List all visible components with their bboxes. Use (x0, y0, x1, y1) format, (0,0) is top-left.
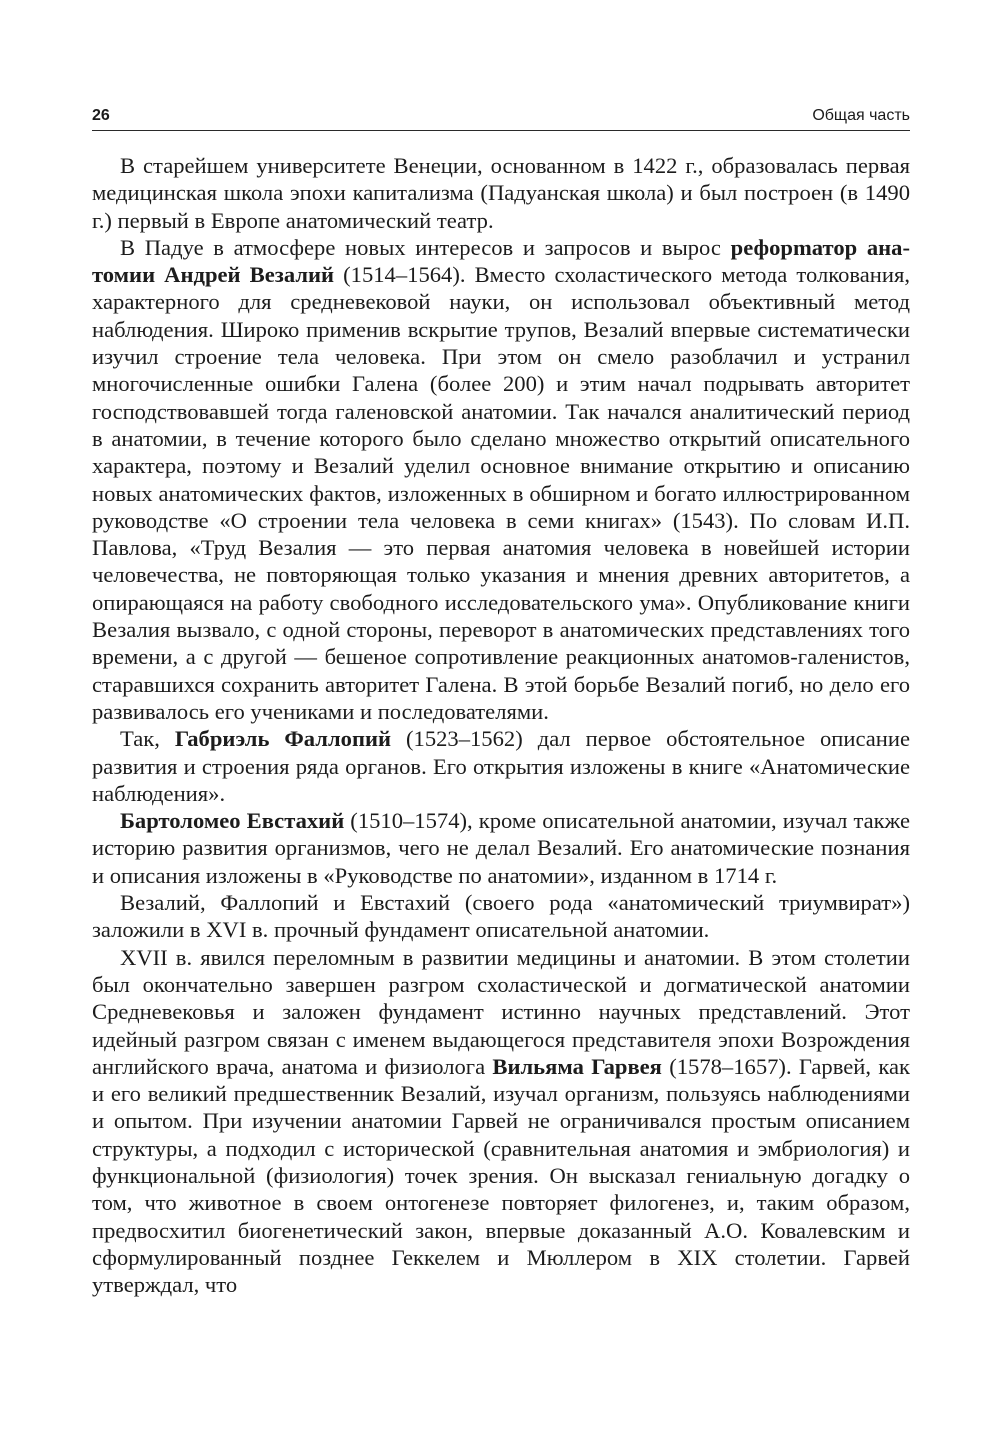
paragraph-text: В Падуе в атмосфере новых интересов и запросов и вырос (120, 234, 731, 260)
paragraph-text: (1510–1574), кроме описательной анатомии, изучал также историю развития организмов, чего не делал Везалий. Его анатомические познания и описания изложены в «Руководстве по анатомии», изданном в 1714 г. (92, 808, 910, 888)
paragraph-eustachius (92, 807, 910, 889)
paragraph-text: (1578–1657). Гарвей, как и его великий предшественник Везалий, изучал организм, пользуясь наблюдениями и опытом. При изучении анатомии Гарвей не ограничивался простым описанием структуры, а подходил с исторической (сравнительная анатомия и эмбриология) и функциональной (физиология) точек зрения. Он высказал гениальную догадку о том, что животное в своем онтогенезе повторяет филогенез, и, таким образом, предвосхитил биогенетический закон, впервые доказанный А.О. Ковалевским и сформулированный позднее Геккелем и Мюллером в XIX столетии. Гарвей утверждал, что (92, 1053, 910, 1298)
section-title: Общая часть (812, 107, 910, 124)
paragraph-triumvirate: Везалий, Фаллопий и Евстахий (своего рода «анатомический триумвират») заложили в XVI в. прочный фундамент описательной анатомии. (92, 890, 910, 943)
running-header (92, 104, 910, 131)
bold-term: Бартоломео Евстахий (120, 808, 345, 834)
paragraph-harvey (92, 944, 910, 1299)
paragraph-padua-university: В старейшем университете Венеции, основанном в 1422 г., образовалась первая медицинская школа эпохи капитализма (Падуанская школа) и был построен (в 1490 г.) первый в Европе анатомический театр. (92, 153, 910, 233)
paragraph-text: (1514–1564). Вместо схоластического метода толкования, характерного для средневековой науки, он использовал объективный метод наблюдения. Широко применив вскрытие трупов, Везалий впервые систематически изучил строение тела человека. При этом он смело разоблачил и устранил многочисленные ошибки Галена (более 200) и этим начал подрывать авторитет господствовавшей тогда галеновской анатомии. Так начался аналитический период в анатомии, в течение которого было сделано множество открытий описательного характера, поэтому и Везалий уделил основное внимание открытию и описанию новых анатомических фактов, изложенных в обширном и богато иллюстрированном руководстве «О строении тела человека в семи книгах» (1543). По словам И.П. Павлова, «Труд Везалия — это первая анатомия человека в новейшей истории человечества, не повторяющая только указания и мнения древних авторитетов, а опирающаяся на работу свободного исследовательского ума». Опубликование книги Везалия вызвало, с одной стороны, переворот в анатомических представлениях того времени, а с другой — бешеное сопротивление реакционных анатомов-галенистов, старавшихся сохранить авторитет Галена. В этой борьбе Везалий погиб, но дело его развивалось его учениками и последователями. (92, 262, 910, 724)
paragraph-vesalius (92, 234, 910, 725)
paragraph-text: (1523–1562) дал первое обстоятельное описание развития и строения ряда органов. Его открытия изложены в книге «Анатомические наблюдения». (92, 726, 911, 806)
bold-term: рефорmатор анатомии Андрей Везалий (92, 234, 910, 288)
page-number: 26 (92, 107, 110, 124)
paragraph-text: Так, (120, 726, 175, 752)
bold-term: Габриэль Фаллопий (174, 726, 392, 752)
paragraph-fallopius (92, 725, 910, 807)
main-text (92, 152, 910, 1298)
bold-term: Вильяма Гарвея (492, 1053, 662, 1079)
paragraph-text: XVII в. явился переломным в развитии медицины и анатомии. В этом столетии был окончательно завершен разгром схоластической и догматической анатомии Средневековья и заложен фундамент истинно научных представлений. Этот идейный разгром связан с именем выдающегося представителя эпохи Возрождения английского врача, анатома и физиолога (92, 944, 910, 1079)
